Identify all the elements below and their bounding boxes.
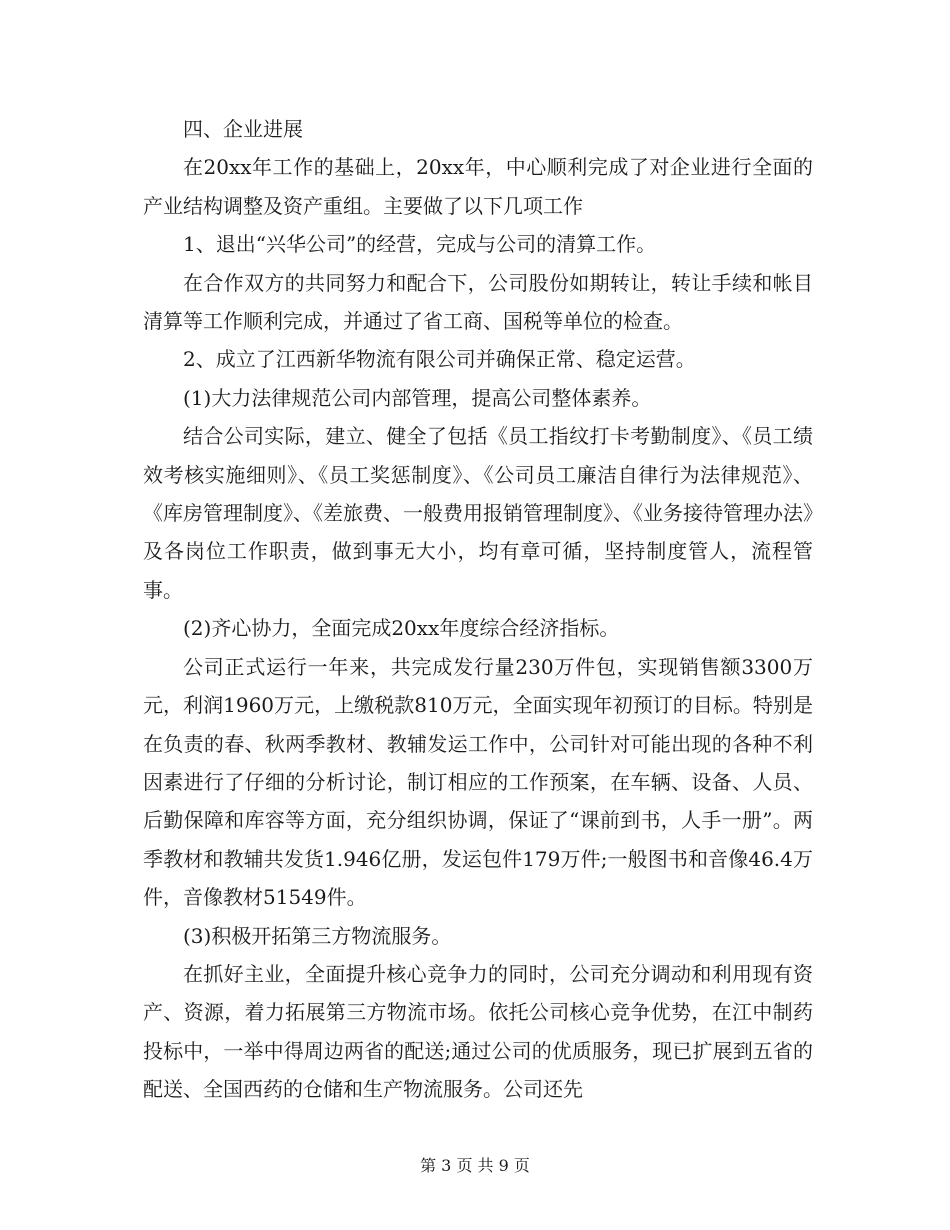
subheading: 2、成立了江西新华物流有限公司并确保正常、稳定运营。 [183, 347, 696, 372]
paragraph: 公司正式运行一年来，共完成发行量230万件包，实现销售额3300万元，利润1960万元，上缴税款810万元，全面实现年初预订的目标。特别是在负责的春、秋两季教材、教辅发运工作中，公司针对可能出现的各种不利因素进行了仔细的分析讨论，制订相应的工作预案，在车辆、设备、人员、后勤保障和库容等方面，充分组织协调，保证了“课前到书，人手一册”。两季教材和教辅共发货1.946亿册，发运包件179万件;一般图书和音像46.4万件，音像教材51549件。 [143, 654, 813, 910]
page-number-footer: 第 3 页 共 9 页 [420, 1156, 530, 1175]
paragraph: 在合作双方的共同努力和配合下，公司股份如期转让，转让手续和帐目清算等工作顺利完成，并通过了省工商、国税等单位的检查。 [143, 270, 813, 334]
section-heading: 四、企业进展 [183, 117, 303, 141]
subheading: 1、退出“兴华公司”的经营，完成与公司的清算工作。 [183, 232, 657, 257]
subheading: (3)积极开拓第三方物流服务。 [183, 923, 452, 948]
subheading: (2)齐心协力，全面完成20xx年度综合经济指标。 [183, 616, 620, 641]
paragraph: 结合公司实际，建立、健全了包括《员工指纹打卡考勤制度》、《员工绩效考核实施细则》、《员工奖惩制度》、《公司员工廉洁自律行为法律规范》、《库房管理制度》、《差旅费、一般费用报销管理制度》、《业务接待管理办法》及各岗位工作职责，做到事无大小，均有章可循，坚持制度管人，流程管事。 [143, 424, 813, 602]
paragraph: 在20xx年工作的基础上，20xx年，中心顺利完成了对企业进行全面的产业结构调整及资产重组。主要做了以下几项工作 [143, 155, 813, 218]
subheading: (1)大力法律规范公司内部管理，提高公司整体素养。 [183, 385, 652, 410]
document-body [143, 110, 813, 1109]
paragraph: 在抓好主业，全面提升核心竞争力的同时，公司充分调动和利用现有资产、资源，着力拓展第三方物流市场。依托公司核心竞争优势，在江中制药投标中，一举中得周边两省的配送;通过公司的优质服务，现已扩展到五省的配送、全国西药的仓储和生产物流服务。公司还先 [143, 961, 813, 1102]
